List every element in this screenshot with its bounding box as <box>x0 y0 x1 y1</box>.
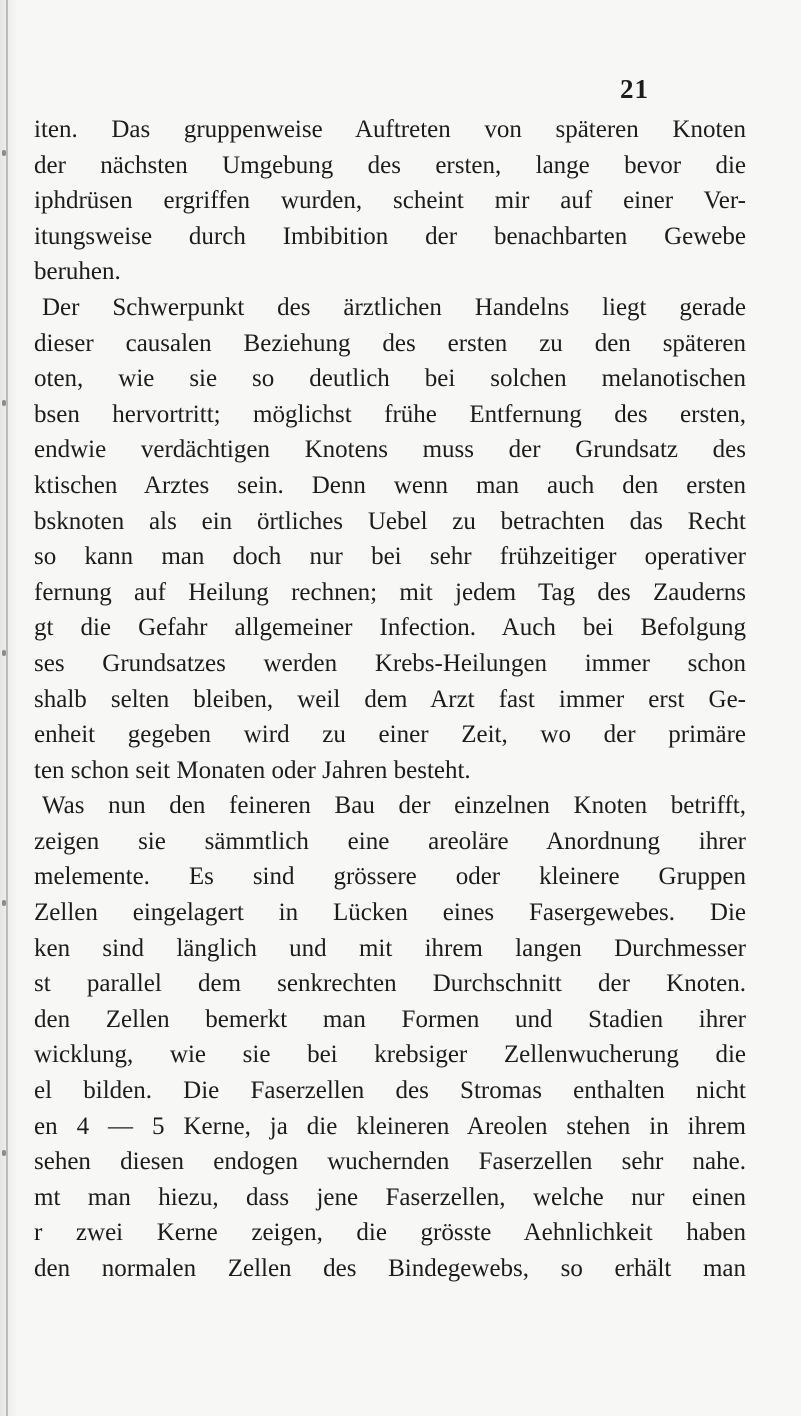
text-line: wicklung, wie sie bei krebsiger Zellenwucherung die <box>34 1041 746 1069</box>
text-line: r zwei Kerne zeigen, die grösste Aehnlichkeit haben <box>34 1219 746 1247</box>
text-line: zeigen sie sämmtlich eine areoläre Anordnung ihrer <box>34 827 746 855</box>
text-line: den Zellen bemerkt man Formen und Stadien ihrer <box>34 1005 746 1033</box>
text-line: so kann man doch nur bei sehr frühzeitiger operativer <box>34 543 746 571</box>
text-line: Zellen eingelagert in Lücken eines Fasergewebes. Die <box>34 899 746 927</box>
text-line: shalb selten bleiben, weil dem Arzt fast immer erst Ge- <box>34 685 746 713</box>
text-line: bsen hervortritt; möglichst frühe Entfernung des ersten, <box>34 400 746 428</box>
body-text <box>34 112 746 1287</box>
text-line: en 4 — 5 Kerne, ja die kleineren Areolen stehen in ihrem <box>34 1112 746 1140</box>
text-line: sehen diesen endogen wuchernden Faserzellen sehr nahe. <box>34 1148 746 1176</box>
gutter-line <box>6 0 8 1416</box>
text-line: itungsweise durch Imbibition der benachbarten Gewebe <box>34 222 746 250</box>
text-line: ses Grundsatzes werden Krebs-Heilungen immer schon <box>34 649 746 677</box>
text-line: oten, wie sie so deutlich bei solchen melanotischen <box>34 365 746 393</box>
text-line: Der Schwerpunkt des ärztlichen Handelns liegt gerade <box>42 293 746 321</box>
text-line: iphdrüsen ergriffen wurden, scheint mir auf einer Ver- <box>34 187 746 215</box>
text-line: melemente. Es sind grössere oder kleinere Gruppen <box>34 863 746 891</box>
text-line: ktischen Arztes sein. Denn wenn man auch den ersten <box>34 471 746 499</box>
gutter-mark <box>2 150 6 156</box>
text-line: st parallel dem senkrechten Durchschnitt der Knoten. <box>34 970 746 998</box>
text-line: fernung auf Heilung rechnen; mit jedem Tag des Zauderns <box>34 578 746 606</box>
gutter-mark <box>2 400 6 406</box>
gutter-mark <box>2 650 6 656</box>
text-line: iten. Das gruppenweise Auftreten von späteren Knoten <box>34 116 746 143</box>
text-line: der nächsten Umgebung des ersten, lange bevor die <box>34 151 746 179</box>
binding-gutter <box>0 0 18 1416</box>
page-number: 21 <box>620 74 649 104</box>
text-line: enheit gegeben wird zu einer Zeit, wo der primäre <box>34 721 746 749</box>
text-line: bsknoten als ein örtliches Uebel zu betrachten das Recht <box>34 507 746 535</box>
text-line: gt die Gefahr allgemeiner Infection. Auch bei Befolgung <box>34 614 746 642</box>
gutter-mark <box>2 900 6 906</box>
text-line: beruhen. <box>34 258 121 286</box>
text-line: ten schon seit Monaten oder Jahren besteht. <box>34 756 471 784</box>
text-line: endwie verdächtigen Knotens muss der Grundsatz des <box>34 436 746 464</box>
text-line: den normalen Zellen des Bindegewebs, so erhält man <box>34 1255 746 1282</box>
text-line: dieser causalen Beziehung des ersten zu den späteren <box>34 329 746 357</box>
text-line: Was nun den feineren Bau der einzelnen Knoten betrifft, <box>42 792 746 820</box>
text-line: ken sind länglich und mit ihrem langen Durchmesser <box>34 934 746 962</box>
text-line: el bilden. Die Faserzellen des Stromas enthalten nicht <box>34 1077 746 1105</box>
text-line: mt man hiezu, dass jene Faserzellen, welche nur einen <box>34 1183 746 1211</box>
gutter-mark <box>2 1150 6 1156</box>
